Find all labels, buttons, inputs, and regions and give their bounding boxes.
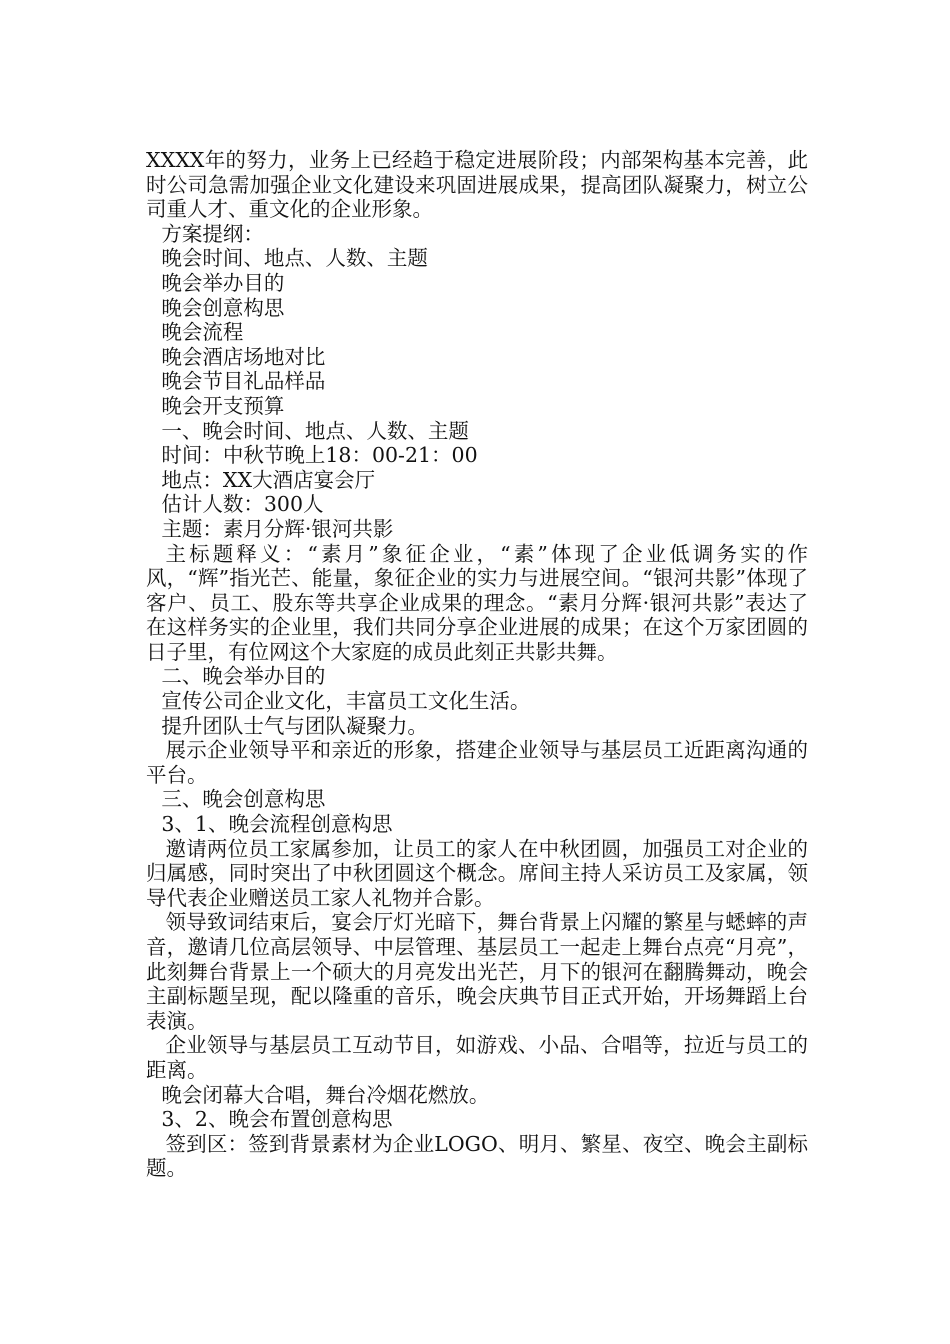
outline-item: 晚会开支预算	[161, 393, 285, 418]
purpose-item: 提升团队士气与团队凝聚力。	[161, 713, 428, 738]
purpose-item: 宣传公司企业文化，丰富员工文化生活。	[161, 689, 531, 714]
event-attendance: 估计人数：300人	[161, 492, 324, 517]
event-time: 时间：中秋节晚上18：00-21：00	[161, 443, 478, 468]
outline-heading: 方案提纲：	[161, 221, 264, 246]
theme-explanation-paragraph: 主标题释义：“素月”象征企业，“素”体现了企业低调务实的作风，“辉”指光芒、能量，象征企业的实力与进展空间。“银河共影”体现了客户、员工、股东等共享企业成果的理念。“素月分辉·银河共影”表达了在这样务实的企业里，我们共同分享企业进展的成果；在这个万家团圆的日子里，有位网这个大家庭的成员此刻正共影共舞。	[146, 541, 808, 664]
layout-paragraph: 签到区：签到背景素材为企业LOGO、明月、繁星、夜空、晚会主副标题。	[146, 1131, 808, 1181]
subsection-heading-3-2: 3、2、晚会布置创意构思	[161, 1107, 393, 1132]
flow-paragraph: 领导致词结束后，宴会厅灯光暗下，舞台背景上闪耀的繁星与蟋蟀的声音，邀请几位高层领导、中层管理、基层员工一起走上舞台点亮“月亮”，此刻舞台背景上一个硕大的月亮发出光芒，月下的银河在翻腾舞动，晚会主副标题呈现，配以隆重的音乐，晚会庆典节目正式开始，开场舞蹈上台表演。	[146, 910, 808, 1033]
intro-paragraph: XXXX年的努力，业务上已经趋于稳定进展阶段；内部架构基本完善，此时公司急需加强企业文化建设来巩固进展成果，提高团队凝聚力，树立公司重人才、重文化的企业形象。	[146, 148, 808, 222]
flow-paragraph: 企业领导与基层员工互动节目，如游戏、小品、合唱等，拉近与员工的距离。	[146, 1033, 808, 1082]
outline-item: 晚会时间、地点、人数、主题	[161, 246, 428, 271]
outline-item: 晚会流程	[161, 320, 244, 345]
event-theme: 主题：素月分辉·银河共影	[161, 516, 394, 541]
subsection-heading-3-1: 3、1、晚会流程创意构思	[161, 812, 393, 837]
document-page	[146, 148, 808, 1181]
flow-paragraph: 邀请两位员工家属参加，让员工的家人在中秋团圆，加强员工对企业的归属感，同时突出了中秋团圆这个概念。席间主持人采访员工及家属，领导代表企业赠送员工家人礼物并合影。	[146, 836, 808, 910]
event-location: 地点：XX大酒店宴会厅	[161, 467, 376, 492]
section-heading-1: 一、晚会时间、地点、人数、主题	[161, 418, 469, 443]
purpose-item: 展示企业领导平和亲近的形象，搭建企业领导与基层员工近距离沟通的平台。	[146, 738, 808, 787]
outline-item: 晚会酒店场地对比	[161, 344, 326, 369]
outline-item: 晚会创意构思	[161, 295, 285, 320]
outline-item: 晚会节目礼品样品	[161, 369, 326, 394]
flow-paragraph: 晚会闭幕大合唱，舞台冷烟花燃放。	[161, 1082, 490, 1107]
outline-item: 晚会举办目的	[161, 270, 285, 295]
section-heading-2: 二、晚会举办目的	[161, 664, 326, 689]
section-heading-3: 三、晚会创意构思	[161, 787, 326, 812]
